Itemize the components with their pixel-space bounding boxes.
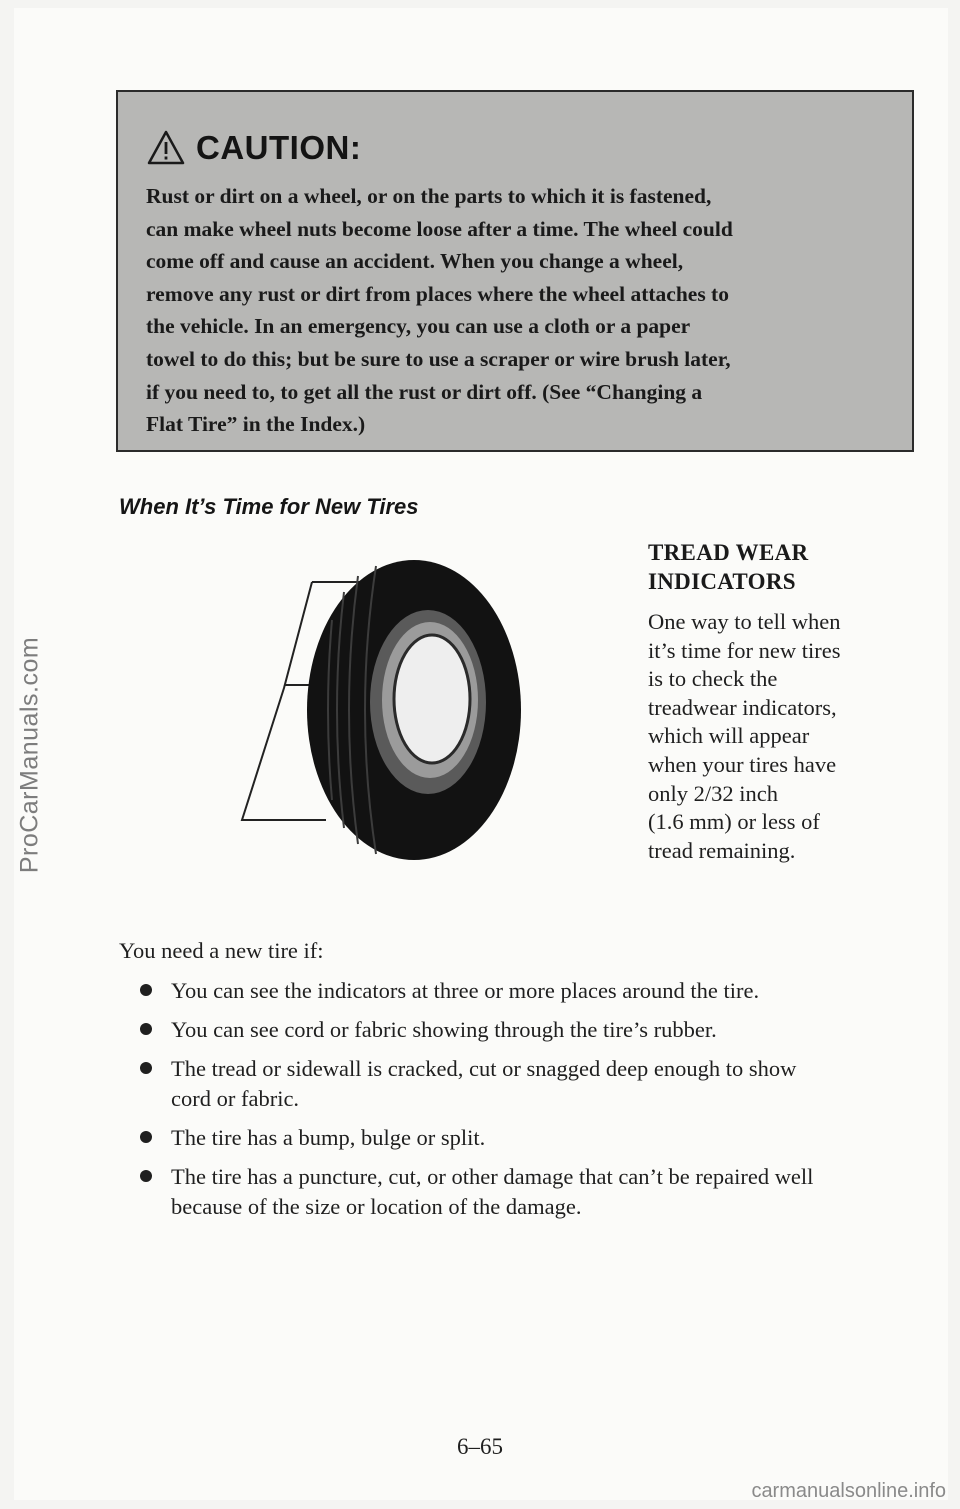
tread-wear-line: when your tires have [648, 751, 837, 777]
caution-line: the vehicle. In an emergency, you can use a cloth or a paper [146, 314, 691, 339]
side-watermark-text: ProCarManuals.com [15, 636, 44, 873]
bullet-dot-icon [140, 984, 152, 996]
list-item [140, 976, 920, 1006]
list-item [140, 1015, 920, 1045]
caution-line: towel to do this; but be sure to use a scraper or wire brush later, [146, 346, 731, 371]
bullet-dot-icon [140, 1170, 152, 1182]
footer-watermark: carmanualsonline.info [751, 1480, 946, 1502]
warning-triangle-icon [146, 129, 186, 167]
list-item [140, 1162, 920, 1222]
tread-wear-line: One way to tell when [648, 609, 841, 634]
caution-title: CAUTION: [196, 129, 362, 166]
list-item [140, 1123, 920, 1153]
caution-line: if you need to, to get all the rust or dirt off. (See “Changing a [146, 379, 703, 404]
tread-wear-title-line: TREAD WEAR [648, 540, 809, 565]
caution-line: remove any rust or dirt from places where the wheel attaches to [146, 281, 729, 306]
tread-wear-line: (1.6 mm) or less of [648, 809, 820, 835]
list-item-line: You can see cord or fabric showing through the tire’s rubber. [171, 1017, 717, 1042]
side-watermark [0, 0, 60, 1509]
intro-text: You need a new tire if: [119, 938, 324, 963]
caution-line: Rust or dirt on a wheel, or on the parts to which it is fastened, [146, 184, 712, 208]
list-item-line: The tire has a puncture, cut, or other damage that can’t be repaired well [171, 1164, 814, 1189]
tread-wear-title [648, 538, 916, 596]
caution-box [116, 90, 914, 452]
tread-wear-text [648, 608, 916, 865]
list-item-line: The tread or sidewall is cracked, cut or snagged deep enough to show [171, 1056, 797, 1081]
tread-wear-title-line: INDICATORS [648, 569, 796, 594]
tread-wear-line: is to check the [648, 666, 778, 692]
tire-illustration [236, 550, 536, 870]
page-number: 6–65 [457, 1434, 503, 1459]
caution-line: Flat Tire” in the Index.) [146, 412, 366, 437]
tread-wear-line: it’s time for new tires [648, 637, 841, 663]
list-item [140, 1054, 920, 1114]
caution-line: can make wheel nuts become loose after a time. The wheel could [146, 216, 733, 241]
bullet-dot-icon [140, 1023, 152, 1035]
tread-wear-line: treadwear indicators, [648, 694, 837, 720]
list-item-line: You can see the indicators at three or more places around the tire. [171, 978, 760, 1003]
new-tire-conditions-list [140, 976, 920, 1231]
caution-header [146, 126, 882, 170]
section-heading: When It’s Time for New Tires [119, 494, 419, 519]
tread-wear-indicators [648, 538, 916, 865]
tread-wear-line: tread remaining. [648, 837, 796, 863]
bullet-dot-icon [140, 1131, 152, 1143]
caution-text [146, 180, 882, 441]
tread-wear-line: only 2/32 inch [648, 780, 778, 806]
list-item-line: because of the size or location of the damage. [171, 1194, 582, 1219]
list-item-line: The tire has a bump, bulge or split. [171, 1125, 486, 1150]
tread-wear-line: which will appear [648, 723, 810, 749]
caution-line: come off and cause an accident. When you change a wheel, [146, 249, 684, 274]
bullet-dot-icon [140, 1062, 152, 1074]
list-item-line: cord or fabric. [171, 1086, 300, 1111]
